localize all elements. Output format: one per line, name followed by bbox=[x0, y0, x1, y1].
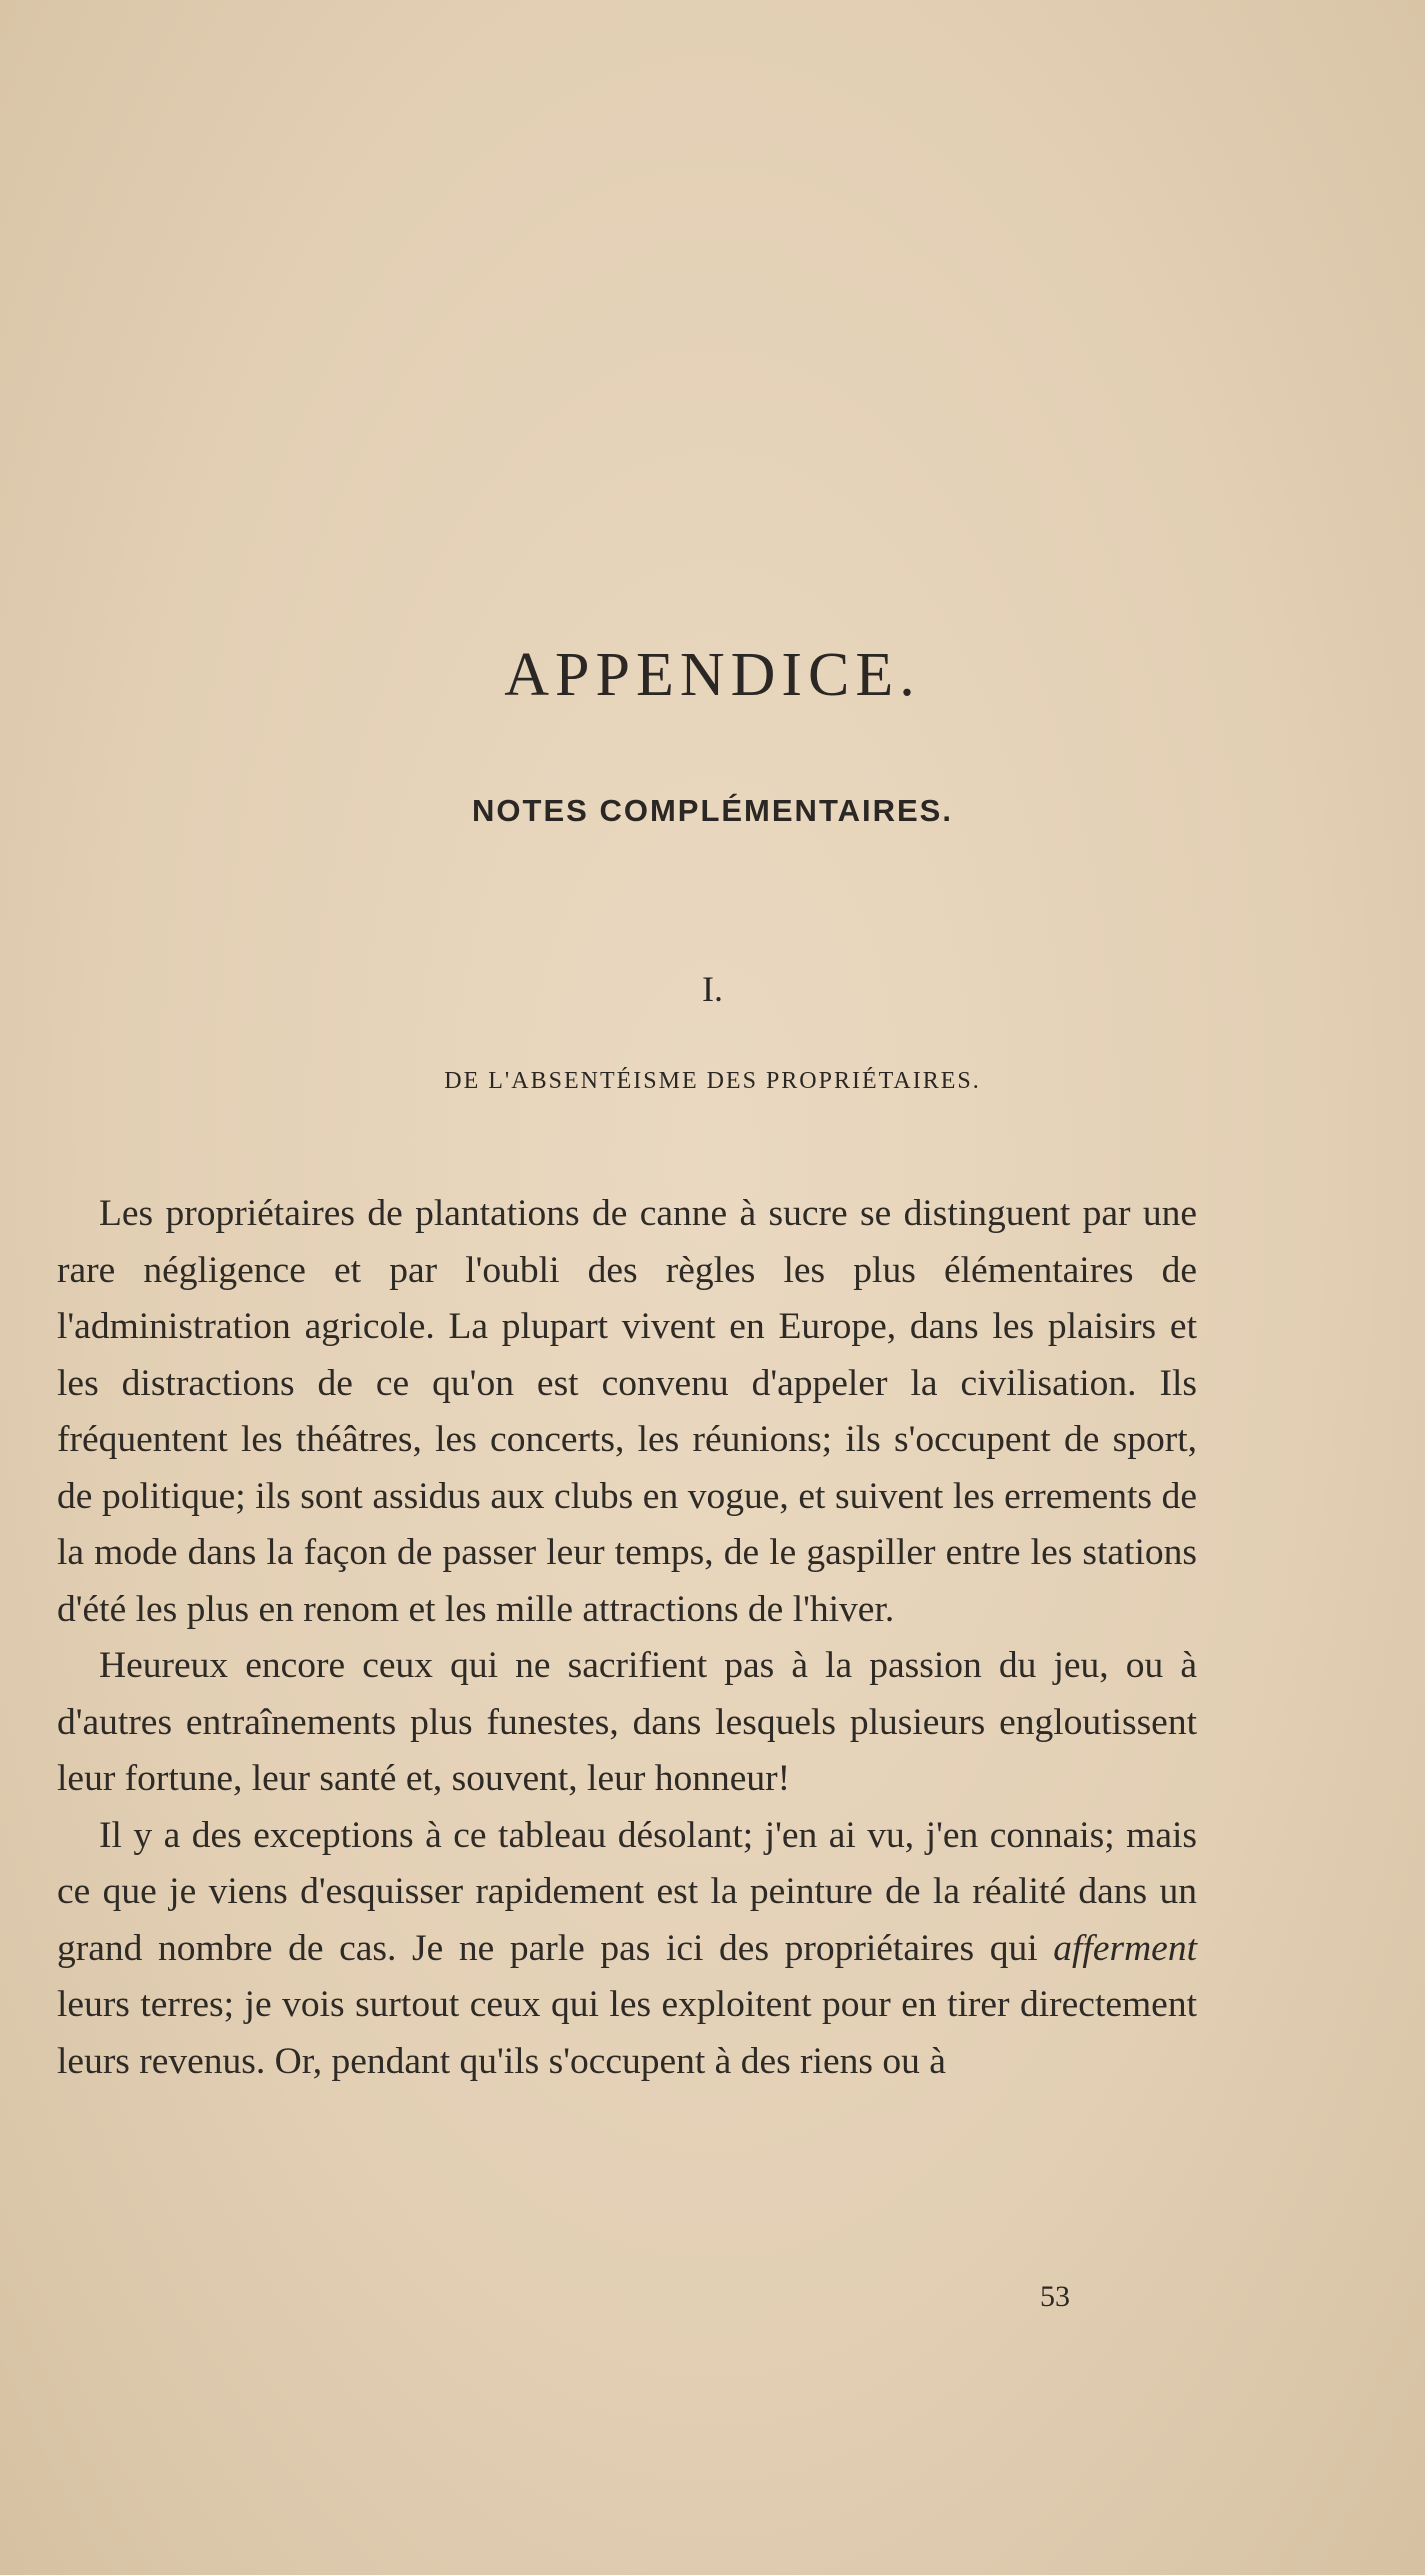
paragraph-2: Heureux encore ceux qui ne sacrifient pas à la passion du jeu, ou à d'autres entraînements plus funestes, dans lesquels plusieurs engloutissent leur fortune, leur santé et, souvent, leur honneur! bbox=[57, 1645, 1197, 1799]
section-number: I. bbox=[702, 969, 723, 1009]
paragraph-3-emphasis: afferment bbox=[1053, 1927, 1197, 1969]
paragraph-3-text-end: leurs terres; je vois surtout ceux qui les exploitent pour en tirer directement leurs revenus. Or, pendant qu'ils s'occupent à des riens ou à bbox=[57, 1984, 1197, 2082]
paragraph-1: Les propriétaires de plantations de canne à sucre se distinguent par une rare négligence et par l'oubli des règles les plus élémentaires de l'administration agricole. La plupart vivent en Europe, dans les plaisirs et les distractions de ce qu'on est convenu d'appeler la civilisation. Ils fréquentent les théâtres, les concerts, les réunions; ils s'occupent de sport, de politique; ils sont assidus aux clubs en vogue, et suivent les errements de la mode dans la façon de passer leur temps, de le gaspiller entre les stations d'été les plus en renom et les mille attractions de l'hiver. bbox=[57, 1193, 1197, 1630]
section-title: DE L'ABSENTÉISME DES PROPRIÉTAIRES. bbox=[444, 1068, 981, 1094]
notes-subtitle: NOTES COMPLÉMENTAIRES. bbox=[472, 793, 953, 828]
paragraph-3-text-start: Il y a des exceptions à ce tableau désolant; j'en ai vu, j'en connais; mais ce que je viens d'esquisser rapidement est la peinture de la réalité dans un grand nombre de cas. Je ne parle pas ici des propriétaires qui bbox=[57, 1814, 1197, 1969]
page-number: 53 bbox=[1040, 2280, 1070, 2313]
appendix-title: APPENDICE. bbox=[504, 641, 921, 709]
paragraph-3 bbox=[57, 1808, 1197, 2091]
body-text bbox=[57, 1186, 1197, 2090]
